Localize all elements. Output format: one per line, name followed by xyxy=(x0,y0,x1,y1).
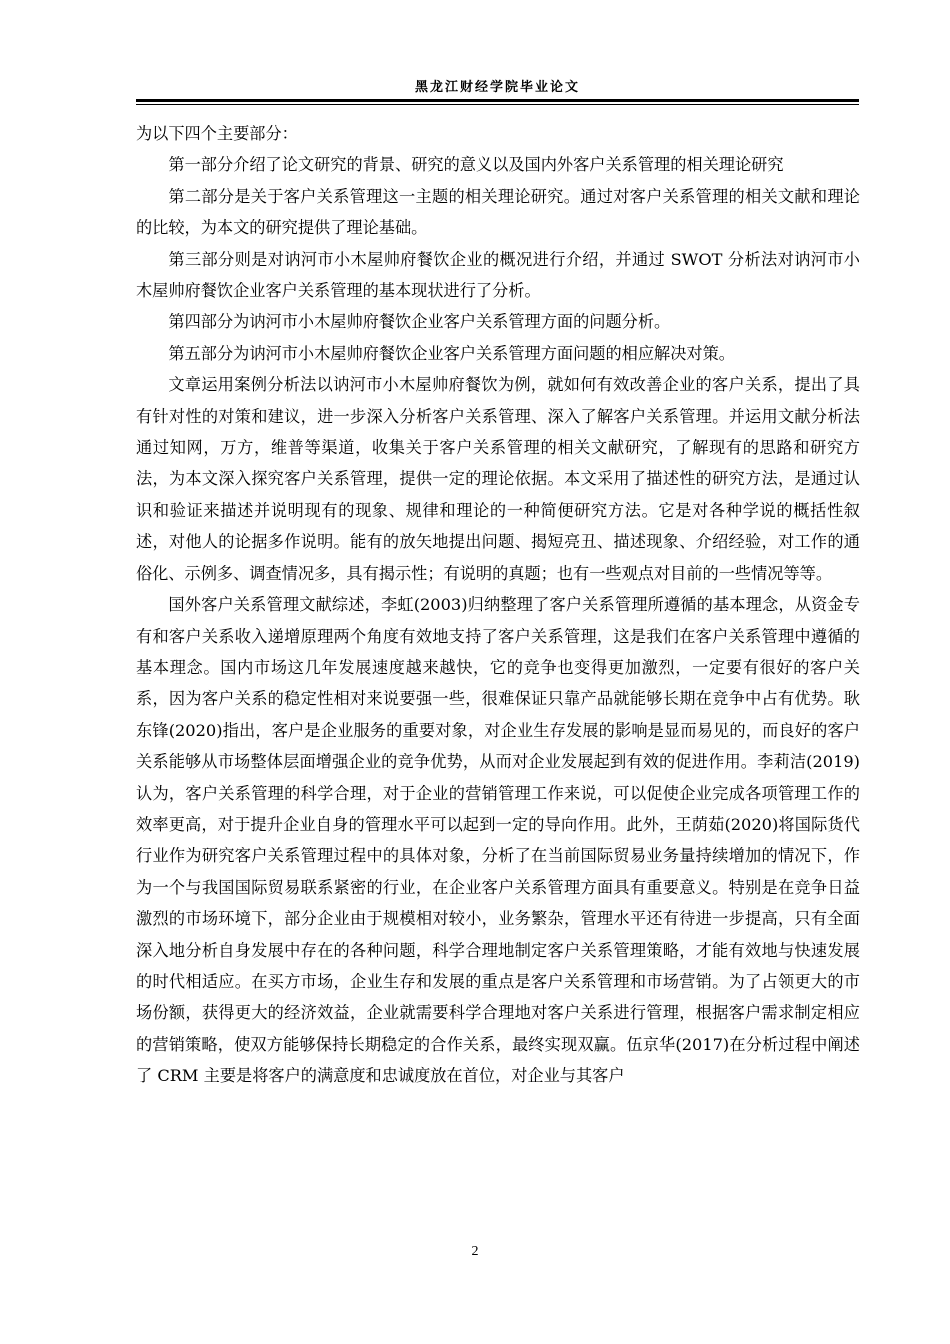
paragraph-part-four: 第四部分为讷河市小木屋帅府餐饮企业客户关系管理方面的问题分析。 xyxy=(168,312,671,332)
paragraph-continuation: 为以下四个主要部分： xyxy=(136,124,298,143)
paragraph-part-two: 第二部分是关于客户关系管理这一主题的相关理论研究。通过对客户关系管理的相关文献和理论的比较，为本文的研究提供了理论基础。 xyxy=(136,186,860,238)
paragraph-methods: 文章运用案例分析法以讷河市小木屋帅府餐饮为例，就如何有效改善企业的客户关系，提出了具有针对性的对策和建议，进一步深入分析客户关系管理、深入了解客户关系管理。并运用文献分析法通过知网，万方，维普等渠道，收集关于客户关系管理的相关文献研究，了解现有的思路和研究方法，为本文深入探究客户关系管理，提供一定的理论依据。本文采用了描述性的研究方法，是通过认识和验证来描述并说明现有的现象、规律和理论的一种简便研究方法。它是对各种学说的概括性叙述，对他人的论据多作说明。能有的放矢地提出问题、揭短亮丑、描述现象、介绍经验，对工作的通俗化、示例多、调查情况多，具有揭示性；有说明的真题；也有一些观点对目前的一些情况等等。 xyxy=(136,375,860,583)
header-rule-thick xyxy=(136,99,859,102)
header-rule-thin xyxy=(136,104,859,105)
body-text xyxy=(136,118,860,1092)
page-header-title: 黑龙江财经学院毕业论文 xyxy=(414,80,580,95)
paragraph-part-one: 第一部分介绍了论文研究的背景、研究的意义以及国内外客户关系管理的相关理论研究 xyxy=(168,155,784,175)
paragraph-literature-review: 国外客户关系管理文献综述，李虹(2003)归纳整理了客户关系管理所遵循的基本理念，从资金专有和客户关系收入递增原理两个角度有效地支持了客户关系管理，这是我们在客户关系管理中遵循的基本理念。国内市场这几年发展速度越来越快，它的竞争也变得更加激烈，一定要有很好的客户关系，因为客户关系的稳定性相对来说要强一些，很难保证只靠产品就能够长期在竞争中占有优势。耿东锋(2020)指出，客户是企业服务的重要对象，对企业生存发展的影响是显而易见的，而良好的客户关系能够从市场整体层面增强企业的竞争优势，从而对企业发展起到有效的促进作用。李莉洁(2019)认为，客户关系管理的科学合理，对于企业的营销管理工作来说，可以促使企业完成各项管理工作的效率更高，对于提升企业自身的管理水平可以起到一定的导向作用。此外，王荫茹(2020)将国际货代行业作为研究客户关系管理过程中的具体对象，分析了在当前国际贸易业务量持续增加的情况下，作为一个与我国国际贸易联系紧密的行业，在企业客户关系管理方面具有重要意义。特别是在竞争日益激烈的市场环境下，部分企业由于规模相对较小，业务繁杂，管理水平还有待进一步提高，只有全面深入地分析自身发展中存在的各种问题，科学合理地制定客户关系管理策略，才能有效地与快速发展的时代相适应。在买方市场，企业生存和发展的重点是客户关系管理和市场营销。为了占领更大的市场份额，获得更大的经济效益，企业就需要科学合理地对客户关系进行管理，根据客户需求制定相应的营销策略，使双方能够保持长期稳定的合作关系，最终实现双赢。伍京华(2017)在分析过程中阐述了 CRM 主要是将客户的满意度和忠诚度放在首位，对企业与其客户 xyxy=(136,595,860,1086)
paragraph-part-three: 第三部分则是对讷河市小木屋帅府餐饮企业的概况进行介绍，并通过 SWOT 分析法对讷河市小木屋帅府餐饮企业客户关系管理的基本现状进行了分析。 xyxy=(136,249,860,301)
page-number: 2 xyxy=(471,1244,479,1259)
paragraph-part-five: 第五部分为讷河市小木屋帅府餐饮企业客户关系管理方面问题的相应解决对策。 xyxy=(168,343,735,363)
